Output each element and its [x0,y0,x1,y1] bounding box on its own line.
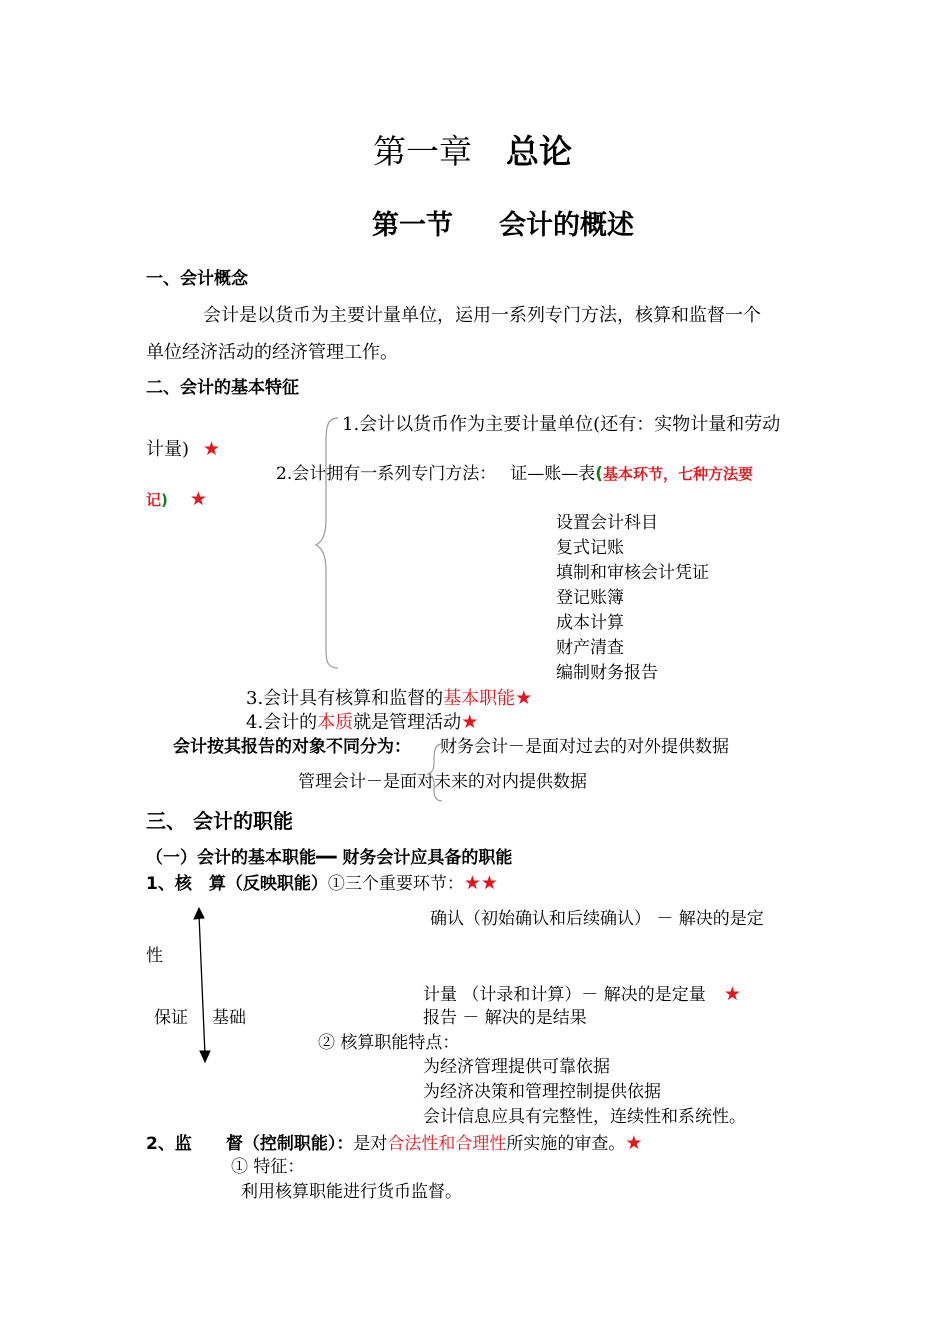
subheading-basic-functions: （一）会计的基本职能━━ 财务会计应具备的职能 [146,848,513,868]
method-item: 成本计算 [556,613,624,633]
supervision-highlight: 合法性和合理性 [387,1134,507,1154]
method-item: 编制财务报告 [556,663,658,683]
star-icon: ★ [461,711,479,733]
supervision-feature-text: 利用核算职能进行货币监督。 [241,1182,462,1202]
step-confirm: 确认（初始确认和后续确认） － 解决的是定 [430,909,764,929]
feature-3-text: 3.会计具有核算和监督的 [246,688,444,709]
star-icon: ★ [515,687,533,709]
concept-line-2: 单位经济活动的经济管理工作。 [146,342,398,363]
label-basis: 基础 [212,1008,246,1028]
step-measure-text: 计量 （计录和计算）－ 解决的是定量 [423,985,706,1005]
supervision-label: 2、监 督（控制职能）： [146,1134,354,1154]
supervision-tail: 所实施的审查。 [506,1134,626,1154]
method-item: 填制和审核会计凭证 [556,563,709,583]
feature-1-line-1: 1.会计以货币作为主要计量单位(还有：实物计量和劳动 [342,414,781,435]
method-item: 设置会计科目 [556,513,658,533]
method-item: 财产清查 [556,638,624,658]
chapter-prefix: 第一章 [373,132,472,171]
feature-2-note: 基本环节，七种方法要 [603,465,754,483]
supervision-text: 是对 [353,1134,388,1154]
feature-point: 为经济决策和管理控制提供依据 [423,1082,661,1102]
accounting-function-label: 1、核 算（反映职能） [146,874,328,894]
star-icon: ★ [189,488,207,510]
supervision-feature-title: ① 特征： [231,1157,305,1177]
methods-brace [316,418,338,668]
split-financial: 财务会计－是面对过去的对外提供数据 [440,737,729,757]
section-name: 会计的概述 [499,210,634,241]
split-brace [428,744,442,801]
feature-point: 会计信息应具有完整性，连续性和系统性。 [423,1107,746,1127]
star-icon: ★ [625,1132,643,1154]
feature-1-tail: 计量) [146,439,190,460]
feature-2-note-tail: 记 [146,491,162,509]
step-report: 报告 － 解决的是结果 [423,1008,587,1028]
heading-concept: 一、会计概念 [146,269,248,289]
step-confirm-tail: 性 [146,946,163,966]
heading-features: 二、会计的基本特征 [146,378,299,398]
feature-2-text: 2.会计拥有一系列专门方法： [276,464,497,484]
double-star-icon: ★★ [463,872,498,894]
feature-point: 为经济管理提供可靠依据 [423,1057,610,1077]
feature-4-highlight: 本质 [317,712,354,733]
concept-line-1: 会计是以货币为主要计量单位，运用一系列专门方法，核算和监督一个 [203,305,761,326]
feature-2-paren-open: ( [595,464,604,484]
split-label: 会计按其报告的对象不同分为： [173,737,411,757]
section-prefix: 第一节 [372,210,453,241]
feature-4-tail: 就是管理活动 [353,712,462,733]
method-item: 复式记账 [556,538,624,558]
feature-4-text: 4.会计的 [246,712,318,733]
chapter-name: 总论 [506,132,572,171]
star-icon: ★ [203,438,221,460]
accounting-function-text: ①三个重要环节： [327,874,464,894]
label-guarantee: 保证 [154,1008,188,1028]
feature-3-highlight: 基本职能 [443,688,516,709]
heading-functions: 三、 会计的职能 [146,809,293,833]
split-management: 管理会计－是面对未来的对内提供数据 [298,772,587,792]
feature-2-paren-close: ) [161,491,168,509]
features-title: ② 核算职能特点： [318,1033,460,1053]
double-arrow [194,908,210,1062]
star-icon: ★ [723,983,741,1005]
method-item: 登记账簿 [556,588,624,608]
feature-2-chain: 证—账—表 [510,464,596,484]
